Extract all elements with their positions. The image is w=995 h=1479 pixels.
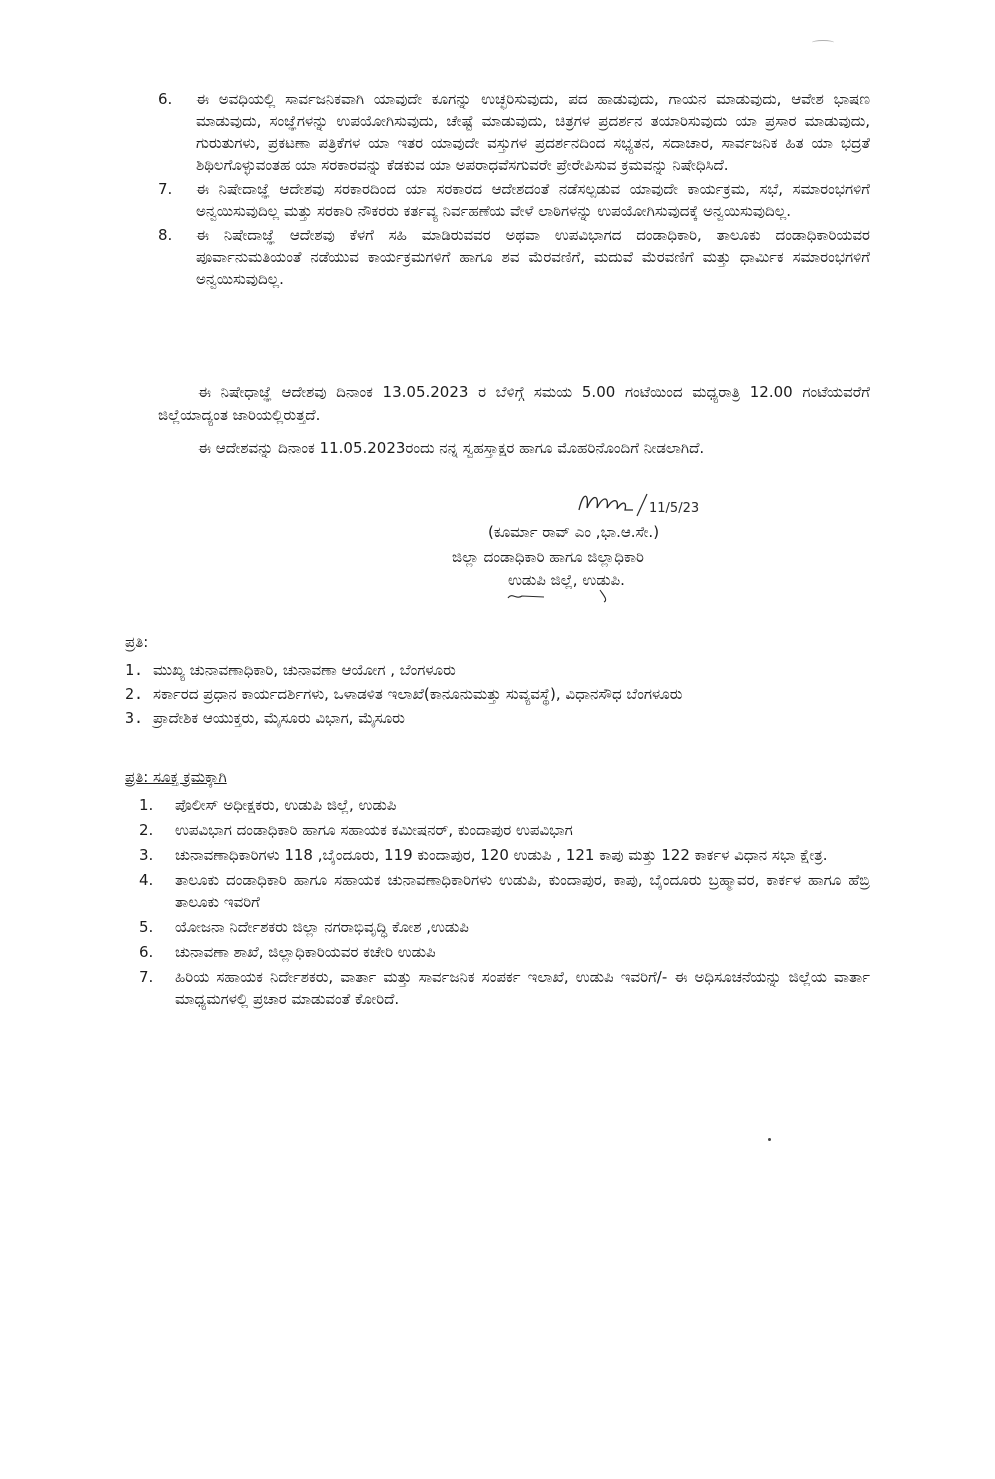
signatory-place: ಉಡುಪಿ ಜಿಲ್ಲೆ, ಉಡುಪಿ. — [508, 571, 625, 589]
item-number: 2. — [139, 821, 154, 839]
list-item — [125, 794, 870, 816]
copy-heading: ಪ್ರತಿ: — [125, 633, 149, 651]
signatory-designation: ಜಿಲ್ಲಾ ದಂಡಾಧಿಕಾರಿ ಹಾಗೂ ಜಿಲ್ಲಾಧಿಕಾರಿ — [452, 548, 644, 566]
order-clauses — [158, 88, 870, 292]
order-duration: ಈ ನಿಷೇಧಾಜ್ಞೆ ಆದೇಶವು ದಿನಾಂಕ 13.05.2023 ರ ಬೆಳಿಗ್ಗೆ ಸಮಯ 5.00 ಗಂಟೆಯಿಂದ ಮಧ್ಯರಾತ್ರಿ 12.00 ಗಂಟೆಯವರೆಗೆ ಜಿಲ್ಲೆಯಾದ್ಯಂತ ಜಾರಿಯಲ್ಲಿರುತ್ತದೆ. — [158, 383, 870, 424]
clause-number: 7. — [158, 180, 173, 198]
clause — [158, 178, 870, 222]
list-item — [125, 941, 870, 963]
signature-scribble — [575, 488, 745, 522]
initial-mark — [504, 588, 624, 604]
signatory-name: (ಕೂರ್ಮಾ ರಾವ್ ಎಂ ,ಭಾ.ಆ.ಸೇ.) — [488, 523, 660, 541]
item-text: ಚುನಾವಣಾಧಿಕಾರಿಗಳು 118 ,ಬೈಂದೂರು, 119 ಕುಂದಾಪುರ, 120 ಉಡುಪಿ , 121 ಕಾಪು ಮತ್ತು 122 ಕಾರ್ಕಳ ವಿಧಾನ ಸಭಾ ಕ್ಷೇತ್ರ. — [175, 846, 828, 864]
item-text: ಪ್ರಾದೇಶಿಕ ಆಯುಕ್ತರು, ಮೈಸೂರು ವಿಭಾಗ, ಮೈಸೂರು — [153, 709, 405, 727]
corner-mark — [812, 40, 834, 45]
list-item — [125, 706, 885, 730]
order-issued: ಈ ಆದೇಶವನ್ನು ದಿನಾಂಕ 11.05.2023ರಂದು ನನ್ನ ಸ್ವಹಸ್ತಾಕ್ಷರ ಹಾಗೂ ಮೊಹರಿನೊಂದಿಗೆ ನೀಡಲಾಗಿದೆ. — [198, 439, 705, 457]
clause — [158, 88, 870, 176]
item-text: ಚುನಾವಣಾ ಶಾಖೆ, ಜಿಲ್ಲಾಧಿಕಾರಿಯವರ ಕಚೇರಿ ಉಡುಪಿ — [175, 943, 436, 961]
clause — [158, 224, 870, 290]
copy-recipients — [125, 630, 885, 730]
item-number: 6. — [139, 943, 154, 961]
action-heading: ಪ್ರತಿ: ಸೂಕ್ತ ಕ್ರಮಕ್ಕಾಗಿ — [125, 768, 227, 786]
item-number: 1. — [139, 796, 154, 814]
clause-number: 8. — [158, 226, 173, 244]
item-number: 3. — [125, 709, 144, 727]
item-text: ಮುಖ್ಯ ಚುನಾವಣಾಧಿಕಾರಿ, ಚುನಾವಣಾ ಆಯೋಗ , ಬೆಂಗಳೂರು — [153, 661, 456, 679]
item-number: 5. — [139, 918, 154, 936]
item-text: ಸರ್ಕಾರದ ಪ್ರಧಾನ ಕಾರ್ಯದರ್ಶಿಗಳು, ಒಳಾಡಳಿತ ಇಲಾಖೆ(ಕಾನೂನುಮತ್ತು ಸುವ್ಯವಸ್ಥೆ), ವಿಧಾನಸೌಧ ಬೆಂಗಳೂರು — [153, 685, 683, 703]
scan-speck — [768, 1138, 771, 1141]
item-number: 1. — [125, 661, 144, 679]
list-item — [125, 682, 885, 706]
item-text: ಹಿರಿಯ ಸಹಾಯಕ ನಿರ್ದೇಶಕರು, ವಾರ್ತಾ ಮತ್ತು ಸಾರ್ವಜನಿಕ ಸಂಪರ್ಕ ಇಲಾಖೆ, ಉಡುಪಿ ಇವರಿಗೆ/- ಈ ಅಧಿಸೂಚನೆಯನ್ನು ಜಿಲ್ಲೆಯ ವಾರ್ತಾ ಮಾಧ್ಯಮಗಳಲ್ಲಿ ಪ್ರಚಾರ ಮಾಡುವಂತೆ ಕೋರಿದೆ. — [175, 968, 870, 1008]
clause-number: 6. — [158, 90, 173, 108]
list-item — [125, 869, 870, 913]
clause-text: ಈ ಅವಧಿಯಲ್ಲಿ ಸಾರ್ವಜನಿಕವಾಗಿ ಯಾವುದೇ ಕೂಗನ್ನು ಉಚ್ಛರಿಸುವುದು, ಪದ ಹಾಡುವುದು, ಗಾಯನ ಮಾಡುವುದು, ಆವೇಶ ಭಾಷಣ ಮಾಡುವುದು, ಸಂಜ್ಞೆಗಳನ್ನು ಉಪಯೋಗಿಸುವುದು, ಚೇಷ್ಟೆ ಮಾಡುವುದು, ಚಿತ್ರಗಳ ಪ್ರದರ್ಶನ ತಯಾರಿಸುವುದು ಯಾ ಪ್ರಸಾರ ಮಾಡುವುದು, ಗುರುತುಗಳು, ಪ್ರಕಟಣಾ ಪತ್ರಿಕೆಗಳ ಯಾ ಇತರ ಯಾವುದೇ ವಸ್ತುಗಳ ಪ್ರದರ್ಶನದಿಂದ ಸಭ್ಯತನ, ಸದಾಚಾರ, ಸಾರ್ವಜನಿಕ ಹಿತ ಯಾ ಭದ್ರತೆ ಶಿಥಿಲಗೊಳ್ಳುವಂತಹ ಯಾ ಸರಕಾರವನ್ನು ಕೆಡಕುವ ಯಾ ಅಪರಾಧವೆಸಗುವರೇ ಪ್ರೇರೇಪಿಸುವ ಕ್ರಮವನ್ನು ನಿಷೇಧಿಸಿದೆ. — [196, 90, 870, 174]
item-text: ತಾಲೂಕು ದಂಡಾಧಿಕಾರಿ ಹಾಗೂ ಸಹಾಯಕ ಚುನಾವಣಾಧಿಕಾರಿಗಳು ಉಡುಪಿ, ಕುಂದಾಪುರ, ಕಾಪು, ಬೈಂದೂರು ಬ್ರಹ್ಮಾವರ, ಕಾರ್ಕಳ ಹಾಗೂ ಹೆಬ್ರಿ ತಾಲೂಕು ಇವರಿಗೆ — [175, 871, 870, 911]
item-number: 3. — [139, 846, 154, 864]
list-item — [125, 658, 885, 682]
item-number: 7. — [139, 968, 154, 986]
clause-text: ಈ ನಿಷೇದಾಜ್ಞೆ ಆದೇಶವು ಕೆಳಗೆ ಸಹಿ ಮಾಡಿರುವವರ ಅಥವಾ ಉಪವಿಭಾಗದ ದಂಡಾಧಿಕಾರಿ, ತಾಲೂಕು ದಂಡಾಧಿಕಾರಿಯವರ ಪೂರ್ವಾನುಮತಿಯಂತೆ ನಡೆಯುವ ಕಾರ್ಯಕ್ರಮಗಳಿಗೆ ಹಾಗೂ ಶವ ಮೆರವಣಿಗೆ, ಮದುವೆ ಮೆರವಣಿಗೆ ಮತ್ತು ಧಾರ್ಮಿಕ ಸಮಾರಂಭಗಳಿಗೆ ಅನ್ವಯಿಸುವುದಿಲ್ಲ. — [196, 226, 870, 288]
action-recipients — [125, 766, 870, 1013]
action-list — [125, 794, 870, 1010]
list-item — [125, 916, 870, 938]
list-item — [125, 966, 870, 1010]
list-item — [125, 844, 870, 866]
item-number: 4. — [139, 871, 154, 889]
clause-text: ಈ ನಿಷೇದಾಜ್ಞೆ ಆದೇಶವು ಸರಕಾರದಿಂದ ಯಾ ಸರಕಾರದ ಆದೇಶದಂತೆ ನಡೆಸಲ್ಪಡುವ ಯಾವುದೇ ಕಾರ್ಯಕ್ರಮ, ಸಭೆ, ಸಮಾರಂಭಗಳಿಗೆ ಅನ್ವಯಿಸುವುದಿಲ್ಲ ಮತ್ತು ಸರಕಾರಿ ನೌಕರರು ಕರ್ತವ್ಯ ನಿರ್ವಹಣೆಯ ವೇಳೆ ಲಾಠಿಗಳನ್ನು ಉಪಯೋಗಿಸುವುದಕ್ಕೆ ಅನ್ವಯಿಸುವುದಿಲ್ಲ. — [196, 180, 870, 220]
item-number: 2. — [125, 685, 144, 703]
signature-date: 11/5/23 — [649, 501, 700, 516]
item-text: ಉಪವಿಭಾಗ ದಂಡಾಧಿಕಾರಿ ಹಾಗೂ ಸಹಾಯಕ ಕಮೀಷನರ್, ಕುಂದಾಪುರ ಉಪವಿಭಾಗ — [175, 821, 573, 839]
list-item — [125, 819, 870, 841]
copy-list — [125, 658, 885, 730]
item-text: ಪೊಲೀಸ್ ಅಧೀಕ್ಷಕರು, ಉಡುಪಿ ಜಿಲ್ಲೆ, ಉಡುಪಿ — [175, 796, 397, 814]
item-text: ಯೋಜನಾ ನಿರ್ದೇಶಕರು ಜಿಲ್ಲಾ ನಗರಾಭಿವೃದ್ಧಿ ಕೋಶ ,ಉಡುಪಿ — [175, 918, 469, 936]
order-statement — [158, 381, 870, 470]
